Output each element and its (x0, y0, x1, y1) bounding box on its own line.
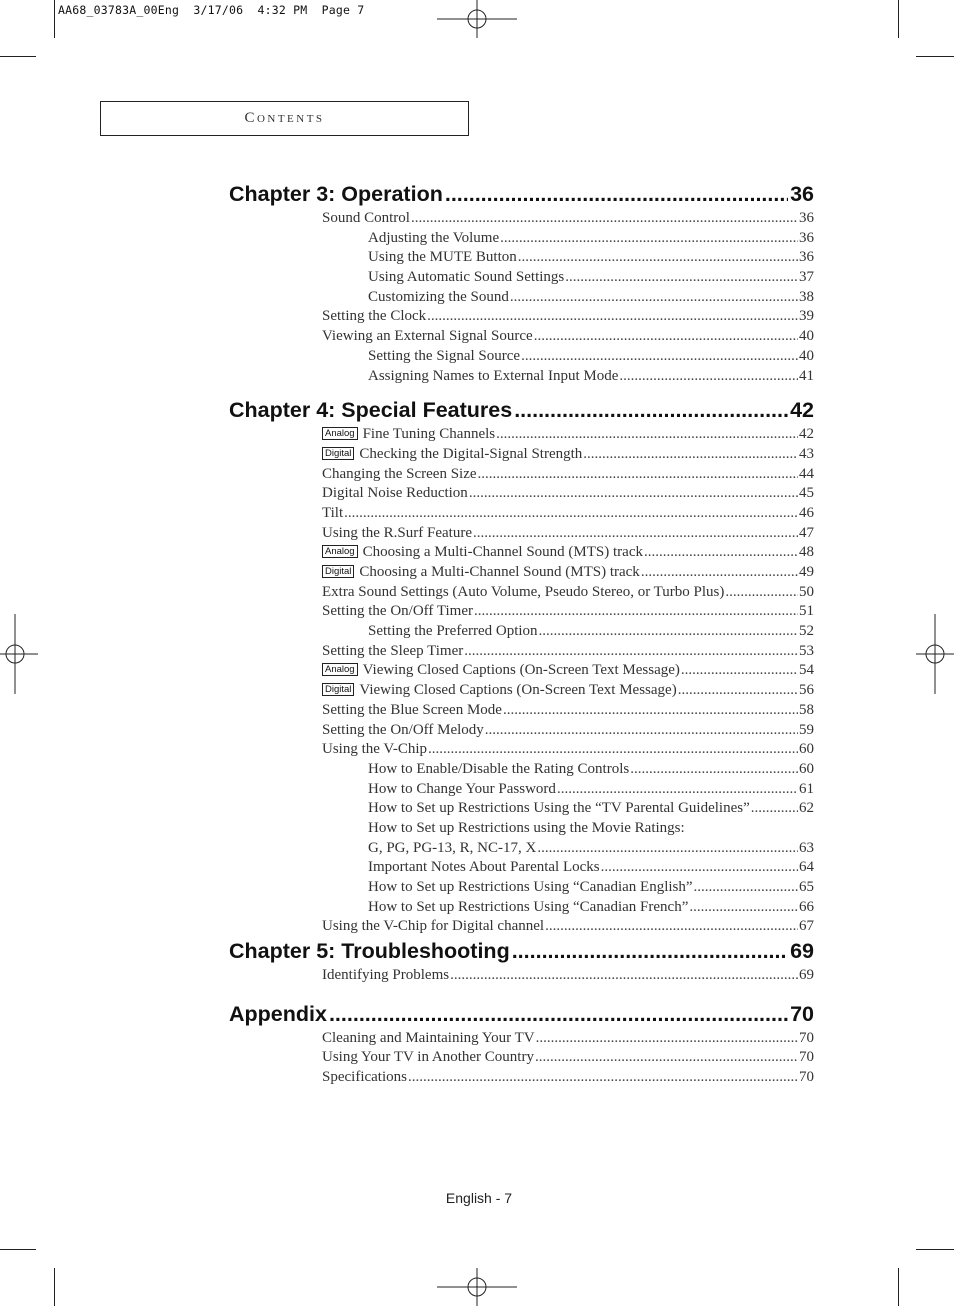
toc-entry-title: Extra Sound Settings (Auto Volume, Pseudo Stereo, or Turbo Plus) (322, 583, 725, 600)
chapter-heading[interactable] (229, 1000, 814, 1029)
toc-entry-title: Changing the Screen Size (322, 465, 477, 482)
dot-leader (428, 740, 798, 760)
toc-entry-title: Viewing Closed Captions (On-Screen Text Message) (362, 662, 680, 679)
toc-page-number: 60 (799, 741, 814, 758)
toc-page-number: 56 (799, 682, 814, 699)
toc-entry-title: Fine Tuning Channels (362, 426, 496, 443)
toc-page-number: 63 (799, 839, 814, 856)
toc-page-number: 58 (799, 701, 814, 718)
toc-entry-title: Choosing a Multi-Channel Sound (MTS) track (359, 564, 640, 580)
section-header: Contents (100, 101, 469, 136)
toc-page-number: 65 (799, 879, 814, 895)
toc-entry-title: Setting the Preferred Option (368, 623, 538, 640)
toc-entry[interactable] (368, 799, 814, 819)
toc-page-number: 39 (799, 308, 814, 325)
toc-entry-title: Digital Noise Reduction (322, 485, 468, 502)
toc-page-number: 51 (799, 603, 814, 620)
registration-mark-icon (0, 614, 38, 694)
toc-entry-title: How to Set up Restrictions Using “Canadian French” (368, 898, 689, 915)
dot-leader (496, 425, 798, 445)
page-footer: English - 7 (445, 1190, 513, 1206)
crop-mark (898, 1268, 899, 1306)
signal-type-badge: Digital (322, 565, 354, 578)
toc-entry-title: Specifications (322, 1069, 407, 1086)
dot-leader (518, 248, 798, 268)
dot-leader (681, 661, 798, 681)
toc-page-number: 49 (799, 564, 814, 580)
toc-entry-title: Setting the Blue Screen Mode (322, 701, 502, 718)
dot-leader (565, 268, 798, 288)
toc-page-number: 66 (799, 898, 814, 915)
toc-entry-title: Setting the Clock (322, 308, 427, 325)
toc-entry[interactable] (368, 248, 814, 268)
toc-entry-title: Important Notes About Parental Locks (368, 859, 600, 876)
dot-leader (450, 966, 798, 986)
chapter-heading[interactable] (229, 180, 814, 209)
toc-entry[interactable] (322, 721, 814, 741)
toc-entry[interactable] (322, 917, 814, 937)
toc-entry[interactable] (368, 819, 814, 839)
dot-leader (694, 878, 798, 898)
dot-leader (678, 681, 798, 701)
toc-page-number: 69 (799, 967, 814, 984)
toc-entry[interactable] (368, 288, 814, 308)
toc-entry[interactable] (322, 740, 814, 760)
chapter-page-number: 36 (790, 182, 814, 206)
chapter-page-number: 70 (790, 1001, 814, 1026)
toc-entry[interactable] (368, 622, 814, 642)
toc-entry-title: Using the R.Surf Feature (322, 524, 472, 541)
crop-mark (898, 0, 899, 38)
toc-page-number: 45 (799, 485, 814, 502)
toc-entry-title: Using Your TV in Another Country (322, 1049, 534, 1066)
dot-leader (503, 701, 798, 721)
signal-type-badge: Analog (322, 427, 358, 440)
toc-page-number: 36 (799, 210, 814, 226)
dot-leader (630, 760, 798, 780)
toc-entry-title: Cleaning and Maintaining Your TV (322, 1029, 535, 1046)
dot-leader (536, 1029, 798, 1049)
toc-entry-title: Adjusting the Volume (368, 229, 500, 246)
toc-page-number: 70 (799, 1029, 814, 1046)
toc-page-number: 67 (799, 918, 814, 935)
dot-leader (557, 780, 798, 800)
chapter-page-number: 69 (790, 939, 814, 964)
dot-leader (473, 524, 798, 544)
crop-mark (916, 56, 954, 57)
toc-page-number: 38 (799, 288, 814, 305)
dot-leader (583, 445, 798, 465)
dot-leader (751, 799, 798, 819)
crop-mark (916, 1249, 954, 1250)
toc-entry[interactable] (322, 425, 814, 445)
dot-leader (500, 229, 798, 249)
toc-entry[interactable] (322, 524, 814, 544)
toc-entry-title: Using the V-Chip (322, 741, 428, 758)
toc-entry-title: G, PG, PG-13, R, NC-17, X (368, 839, 537, 856)
dot-leader (485, 721, 798, 741)
crop-mark (0, 1249, 36, 1250)
toc-page-number: 61 (799, 780, 814, 797)
dot-leader (641, 563, 798, 583)
dot-leader (539, 622, 798, 642)
toc-page-number: 42 (799, 426, 814, 443)
toc-entry[interactable] (322, 209, 814, 229)
toc-page-number: 36 (799, 229, 814, 246)
toc-entry-title: Setting the On/Off Melody (322, 721, 484, 738)
toc-entry[interactable] (368, 347, 814, 367)
toc-page-number: 70 (799, 1049, 814, 1066)
toc-page-number: 48 (799, 544, 814, 561)
chapter-heading[interactable] (229, 396, 814, 425)
toc-page-number: 50 (799, 583, 814, 600)
dot-leader (329, 1000, 788, 1029)
table-of-contents (229, 180, 814, 1088)
toc-page-number: 70 (799, 1069, 814, 1086)
toc-entry-title: How to Set up Restrictions Using the “TV Parental Guidelines” (368, 800, 750, 817)
dot-leader (521, 347, 798, 367)
toc-page-number: 62 (799, 800, 814, 817)
dot-leader (534, 327, 798, 347)
toc-entry[interactable] (368, 898, 814, 918)
dot-leader (411, 209, 798, 229)
toc-entry[interactable] (368, 839, 814, 859)
toc-entry[interactable] (322, 642, 814, 662)
chapter-title: Appendix (229, 1001, 327, 1026)
toc-entry[interactable] (322, 966, 814, 986)
toc-entry[interactable] (322, 543, 814, 563)
dot-leader (464, 642, 798, 662)
toc-entry-title: Sound Control (322, 210, 410, 226)
toc-page-number: 41 (799, 367, 814, 384)
signal-type-badge: Digital (322, 447, 354, 460)
toc-entry-title: How to Set up Restrictions using the Movie Ratings: (368, 819, 685, 836)
dot-leader (514, 396, 788, 425)
dot-leader (644, 543, 798, 563)
dot-leader (469, 484, 798, 504)
registration-mark-icon (437, 1268, 517, 1306)
dot-leader (408, 1068, 798, 1088)
toc-page-number: 52 (799, 623, 814, 640)
toc-page-number: 60 (799, 760, 814, 777)
toc-entry[interactable] (322, 484, 814, 504)
toc-page-number: 44 (799, 465, 814, 482)
dot-leader (545, 917, 798, 937)
crop-mark (0, 56, 36, 57)
toc-page-number: 59 (799, 721, 814, 738)
toc-entry-title: Viewing Closed Captions (On-Screen Text Message) (359, 682, 677, 699)
chapter-page-number: 42 (790, 398, 814, 423)
toc-entry[interactable] (322, 583, 814, 603)
dot-leader (619, 367, 798, 387)
toc-entry[interactable] (322, 1068, 814, 1088)
toc-entry-title: Viewing an External Signal Source (322, 328, 533, 345)
toc-entry[interactable] (322, 661, 814, 681)
crop-mark (54, 1268, 55, 1306)
toc-entry-title: Setting the Signal Source (368, 347, 521, 364)
toc-entry[interactable] (322, 504, 814, 524)
registration-mark-icon (437, 0, 517, 38)
toc-entry-title: How to Set up Restrictions Using “Canadian English” (368, 879, 693, 895)
dot-leader (510, 288, 798, 308)
dot-leader (689, 898, 798, 918)
toc-page-number: 40 (799, 328, 814, 345)
toc-entry[interactable] (368, 858, 814, 878)
toc-entry[interactable] (322, 681, 814, 701)
toc-page-number: 37 (799, 269, 814, 286)
signal-type-badge: Digital (322, 683, 354, 696)
toc-entry-title: Using Automatic Sound Settings (368, 269, 565, 286)
chapter-title: Chapter 4: Special Features (229, 398, 513, 423)
toc-entry-title: Setting the Sleep Timer (322, 642, 464, 659)
chapter-title: Chapter 3: Operation (229, 182, 443, 206)
toc-entry[interactable] (322, 327, 814, 347)
toc-page-number: 43 (799, 445, 814, 462)
toc-entry-title: Identifying Problems (322, 967, 450, 984)
toc-entry[interactable] (322, 1048, 814, 1068)
toc-entry[interactable] (322, 465, 814, 485)
toc-entry[interactable] (368, 760, 814, 780)
dot-leader (478, 465, 798, 485)
toc-page-number: 46 (799, 504, 814, 521)
toc-entry-title: How to Change Your Password (368, 780, 556, 797)
toc-page-number: 64 (799, 859, 814, 876)
chapter-heading[interactable] (229, 937, 814, 966)
dot-leader (601, 858, 798, 878)
toc-entry-title: Customizing the Sound (368, 288, 509, 305)
toc-entry[interactable] (322, 307, 814, 327)
toc-entry-title: Setting the On/Off Timer (322, 603, 473, 620)
dot-leader (344, 504, 798, 524)
toc-entry-title: Using the V-Chip for Digital channel (322, 918, 545, 935)
dot-leader (725, 583, 798, 603)
toc-page-number: 47 (799, 524, 814, 541)
crop-mark (54, 0, 55, 38)
dot-leader (537, 839, 798, 859)
toc-entry[interactable] (322, 563, 814, 583)
signal-type-badge: Analog (322, 663, 358, 676)
toc-entry-title: Choosing a Multi-Channel Sound (MTS) track (362, 544, 643, 561)
toc-entry-title: Tilt (322, 504, 344, 521)
toc-entry-title: Assigning Names to External Input Mode (368, 367, 619, 384)
toc-page-number: 40 (799, 347, 814, 364)
toc-entry[interactable] (368, 229, 814, 249)
toc-entry-title: Checking the Digital-Signal Strength (359, 445, 583, 462)
registration-mark-icon (916, 614, 954, 694)
toc-page-number: 36 (799, 249, 814, 266)
toc-entry-title: How to Enable/Disable the Rating Controls (368, 760, 630, 777)
toc-entry[interactable] (368, 780, 814, 800)
toc-page-number: 53 (799, 642, 814, 659)
dot-leader (427, 307, 798, 327)
toc-entry[interactable] (368, 878, 814, 898)
print-slug: AA68_03783A_00Eng 3/17/06 4:32 PM Page 7 (58, 3, 365, 17)
dot-leader (535, 1048, 798, 1068)
toc-entry[interactable] (322, 602, 814, 622)
dot-leader (474, 602, 798, 622)
toc-entry[interactable] (322, 1029, 814, 1049)
signal-type-badge: Analog (322, 545, 358, 558)
toc-entry[interactable] (322, 445, 814, 465)
toc-entry-title: Using the MUTE Button (368, 249, 517, 266)
dot-leader (445, 180, 788, 209)
toc-page-number: 54 (799, 662, 814, 679)
toc-entry[interactable] (368, 268, 814, 288)
dot-leader (512, 937, 788, 966)
chapter-title: Chapter 5: Troubleshooting (229, 939, 510, 964)
toc-entry[interactable] (322, 701, 814, 721)
toc-entry[interactable] (368, 367, 814, 387)
